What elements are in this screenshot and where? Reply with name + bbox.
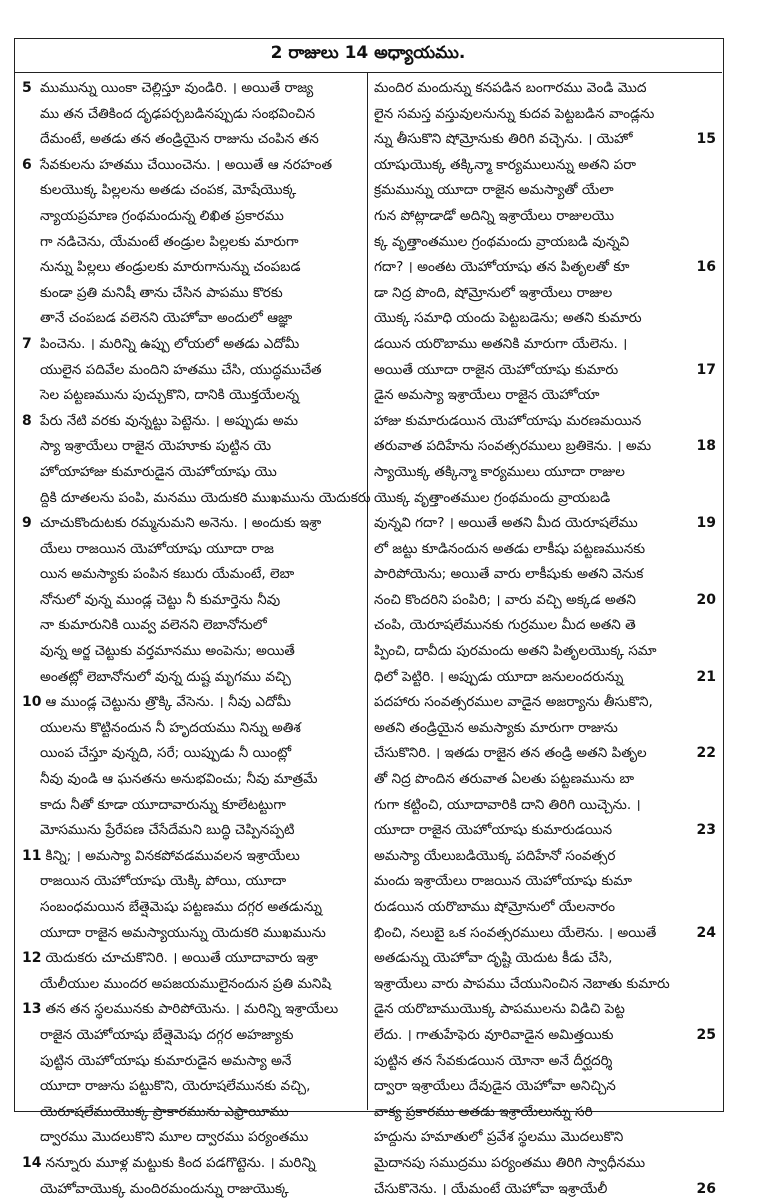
verse-number: 11 <box>22 847 42 864</box>
verse-number: 14 <box>22 1154 42 1171</box>
verse-text: భించి, నలుబై ఒక సంవత్సరములు యేలెను. । అయితే <box>374 924 657 941</box>
verse-number: 10 <box>22 694 42 711</box>
text-line <box>374 767 716 793</box>
verse-text: చేసుకొనిరి. । ఇతడు రాజైన తన తండ్రి అతని పితృల <box>374 745 647 762</box>
text-line <box>22 434 362 460</box>
verse-text: కిన్ని; । అమస్యా వినకపోవడమువలన ఇశ్రాయేలు <box>45 847 300 864</box>
verse-number: 22 <box>696 745 716 762</box>
verse-text: గదా? । అంతట యెహోయాషు తన పితృలతో కూ <box>374 259 630 276</box>
verse-text: వున్న అర్జ చెట్టుకు వర్తమానము అంపెను; అయితే <box>40 643 295 660</box>
text-line <box>374 921 716 947</box>
verse-text: యూదా రాజైన యెహోయాషు కుమారుడయిన <box>374 822 612 839</box>
verse-text: కుండా ప్రతి మనిషీ తాను చేసిన పాపము కొరకు <box>40 284 283 301</box>
verse-text: హద్దును హమాతులో ప్రవేశ స్థలము మొదలుకొని <box>374 1129 624 1146</box>
text-line <box>22 230 362 256</box>
verse-text: సంబంధమయిన బేత్షెమెషు పట్టణము దగ్గర అతడున్ను <box>40 899 322 915</box>
verse-text: యేలు రాజయిన యెహోయాషు యూదా రాజ <box>40 540 274 557</box>
text-line <box>374 690 716 716</box>
verse-text: ద్దికి దూతలను పంపి, మనము యెదుకరి ముఖమును యెదుకరు <box>40 489 371 506</box>
verse-number: 20 <box>696 591 716 608</box>
verse-text: యెహోవాయొక్క మందిరమందున్ను రాజుయొక్క <box>40 1180 289 1197</box>
verse-text: రుడయిన యరొబాము షోమ్రోనులో యేలనారం <box>374 899 616 915</box>
verse-text: సేవకులను హతము చేయించెను. । అయితే ఆ నరహంత <box>40 156 333 173</box>
text-line <box>22 818 362 844</box>
text-line <box>22 921 362 947</box>
left-column <box>22 76 371 1197</box>
verse-number: 15 <box>696 131 716 148</box>
verse-text: యేలీయుల ముందర అపజయములైనందున ప్రతి మనిషి <box>40 975 332 992</box>
verse-text: చేసుకొనెను. । యేమంటే యెహోవా ఇశ్రాయేలీ <box>374 1180 608 1197</box>
text-line <box>374 613 716 639</box>
text-line <box>22 153 362 179</box>
verse-text: పదహారు సంవత్సరముల వాడైన అజర్యాను తీసుకొని, <box>374 694 653 711</box>
text-line <box>374 1151 716 1177</box>
verse-text: అతడున్ను యెహోవా దృష్టి యెదుట కీడు చేసి, <box>374 950 613 967</box>
verse-text: కాదు నీతో కూడా యూదావారున్ను కూలేటట్టుగా <box>40 796 286 813</box>
text-line <box>374 972 716 998</box>
text-line <box>22 537 362 563</box>
text-line <box>22 178 362 204</box>
verse-text: యూదా రాజైన అమస్యాయున్ను యెదుకరి ముఖమును <box>40 924 326 941</box>
verse-text: తానే చంపబడ వలెనని యెహోవా అందులో ఆజ్ఞా <box>40 310 293 327</box>
text-line <box>374 1049 716 1075</box>
text-line <box>374 178 716 204</box>
verse-text: యులైన పదివేల మందిని హతము చేసి, యుద్ధముచేత <box>40 361 322 378</box>
text-line <box>374 255 716 281</box>
text-line <box>374 281 716 307</box>
verse-text: అతని తండ్రియైన అమస్యాకు మారుగా రాజును <box>374 719 618 736</box>
verse-text: పారిపోయెను; అయితే వారు లాకీషుకు అతని వెనుక <box>374 566 644 583</box>
text-line <box>374 844 716 870</box>
text-line <box>374 537 716 563</box>
text-line <box>22 1049 362 1075</box>
verse-number: 19 <box>696 515 716 532</box>
text-line <box>374 127 716 153</box>
verse-number: 26 <box>696 1180 716 1197</box>
verse-number: 16 <box>696 259 716 276</box>
text-line <box>22 895 362 921</box>
verse-text: పేరు నేటి వరకు వున్నట్టు పెట్టెను. । అప్పుడు అమ <box>40 412 298 429</box>
text-line <box>22 716 362 742</box>
text-line <box>22 1023 362 1049</box>
verse-text: న్యాయప్రమాణ గ్రంథమందున్న లిఖిత ప్రకారము <box>40 207 284 224</box>
verse-text: లైన సమస్త వస్తువులనున్ను కుదవ పెట్టబడిన వాండ్లను <box>374 105 655 122</box>
text-line <box>374 204 716 230</box>
verse-text: యిన అమస్యాకు పంపిన కబురు యేమంటే, లెబా <box>40 566 295 583</box>
verse-text: చంపి, యెరూషలేమునకు గుర్రముల మీద అతని తె <box>374 617 636 634</box>
text-line <box>374 869 716 895</box>
text-line <box>22 383 362 409</box>
verse-text: డయిన యరొబాము అతనికి మారుగా యేలెను. । <box>374 335 628 352</box>
verse-text: నోనులో వున్న ముండ్ల చెట్టు నీ కుమార్తెను నీవు <box>40 591 281 608</box>
text-line <box>22 844 362 870</box>
text-line <box>22 562 362 588</box>
verse-text: యూదా రాజును పట్టుకొని, యెరూషలేమునకు వచ్చి, <box>40 1078 311 1095</box>
verse-text: మందిర మందున్ను కనపడిన బంగారము వెండి మొద <box>374 80 647 96</box>
text-line <box>374 562 716 588</box>
text-line <box>22 511 362 537</box>
verse-text: సెల పట్టణమును పుచ్చుకొని, దానికి యొక్తయేలన్న <box>40 387 300 404</box>
verse-text: వున్నవి గదా? । అయితే అతని మీద యెరూషలేము <box>374 515 638 532</box>
text-line <box>374 639 716 665</box>
verse-text: హాజు కుమారుడయిన యెహోయాషు మరణమయిన <box>374 412 642 429</box>
verse-text: న్ను తీసుకొని షోమ్రోనుకు తిరిగి వచ్చెను. । యెహో <box>374 131 633 148</box>
verse-text: రాజైన యెహోయాషు బేత్షెమెషు దగ్గర అహజ్యాకు <box>40 1026 294 1043</box>
verse-text: యొక్క వృత్తాంతముల గ్రంథమందు వ్రాయబడి <box>374 489 611 506</box>
verse-text: అమస్యా యేలుబడియొక్క పదిహేనో సంవత్సర <box>374 847 616 864</box>
text-line <box>374 460 716 486</box>
verse-text: ఇశ్రాయేలు వారు పాపము చేయునించిన నెబాతు కుమారు <box>374 975 670 992</box>
text-line <box>374 486 716 512</box>
chapter-title <box>14 38 722 73</box>
verse-text: నీవు వుండి ఆ ఘనతను అనుభవించు; నీవు మాత్రమే <box>40 771 318 788</box>
text-line <box>374 358 716 384</box>
verse-text: నా కుమారునికి యివ్వ వలెనని లెబానోనులో <box>40 617 267 634</box>
text-line <box>22 972 362 998</box>
verse-number: 18 <box>696 438 716 455</box>
text-line <box>374 511 716 537</box>
text-line <box>374 1177 716 1202</box>
verse-text: దేమంటే, అతడు తన తండ్రియైన రాజును చంపిన తన <box>40 131 319 148</box>
text-line <box>22 306 362 332</box>
text-line <box>22 1100 362 1126</box>
verse-text: గా నడిచెను, యేమంటే తండ్రుల పిల్లలకు మారుగా <box>40 233 299 250</box>
verse-text: తరువాత పదిహేను సంవత్సరములు బ్రతికెను. । అమ <box>374 438 652 455</box>
text-line <box>22 946 362 972</box>
verse-text: యెదుకరు చూచుకొనిరి. । అయితే యూదావారు ఇశ్రా <box>45 950 318 967</box>
verse-text: కులయొక్క పిల్లలను అతడు చంపక, మోషేయొక్క <box>40 182 297 199</box>
text-line <box>374 997 716 1023</box>
verse-number: 23 <box>696 822 716 839</box>
verse-text: యులను కొట్టినందున నీ హృదయము నిన్ను అతిశ <box>40 719 301 736</box>
verse-text: డైన యరొబాముయొక్క పాపములను విడిచి పెట్ట <box>374 1001 625 1018</box>
text-line <box>374 332 716 358</box>
text-line <box>374 793 716 819</box>
verse-text: ద్వారము మొదలుకొని మూల ద్వారము పర్యంతము <box>40 1129 309 1146</box>
text-line <box>22 102 362 128</box>
verse-text: యెరూషలేముయొక్క ప్రాకారమును ఎఫ్రాయీము <box>40 1103 289 1120</box>
verse-text: ఆ ముండ్ల చెట్టును త్రొక్కి వేసెను. । నీవు ఎదోమీ <box>45 694 291 711</box>
verse-number: 5 <box>22 80 32 96</box>
verse-number: 12 <box>22 950 42 967</box>
text-line <box>22 281 362 307</box>
verse-number: 8 <box>22 412 32 429</box>
text-line <box>374 434 716 460</box>
text-line <box>22 665 362 691</box>
verse-text: తో నిద్ర పొందిన తరువాత ఏలతు పట్టణమును బా <box>374 771 635 788</box>
verse-text: క్క వృత్తాంతముల గ్రంథమందు వ్రాయబడి వున్నవి <box>374 233 630 250</box>
text-line <box>22 613 362 639</box>
text-line <box>22 997 362 1023</box>
text-line <box>374 102 716 128</box>
text-line <box>22 869 362 895</box>
text-line <box>374 1100 716 1126</box>
verse-text: రాజయిన యెహోయాషు యెక్కి పోయి, యూదా <box>40 873 287 890</box>
verse-text: గుగా కట్టించి, యూదావారికి దాని తిరిగి యిచ్చెను. । <box>374 796 641 813</box>
text-line <box>374 588 716 614</box>
verse-text: పుట్టిన తన సేవకుడయిన యోనా అనే దీర్ఘదర్శి <box>374 1052 613 1069</box>
text-line <box>374 716 716 742</box>
text-line <box>22 127 362 153</box>
verse-number: 17 <box>696 361 716 378</box>
text-line <box>374 306 716 332</box>
text-line <box>374 153 716 179</box>
verse-text: అంతట్లో లెబానోనులో వున్న దుష్ట మృగము వచ్చి <box>40 668 291 685</box>
column-divider <box>367 73 368 1110</box>
verse-text: డైన అమస్యా ఇశ్రాయేలు రాజైన యెహోయా <box>374 387 600 404</box>
right-column <box>374 76 716 1197</box>
text-line <box>374 818 716 844</box>
text-line <box>22 358 362 384</box>
text-line <box>374 946 716 972</box>
verse-number: 9 <box>22 515 32 532</box>
verse-number: 25 <box>696 1026 716 1043</box>
verse-text: వాక్య ప్రకారము అతడు ఇశ్రాయేలున్ను సరి <box>374 1103 593 1120</box>
text-line <box>374 76 716 102</box>
verse-text: చూచుకొందుటకు రమ్మనుమని అనెను. । అందుకు ఇశ్రా <box>40 515 322 532</box>
verse-text: మందు ఇశ్రాయేలు రాజయిన యెహోయాషు కుమా <box>374 873 633 890</box>
text-line <box>374 1125 716 1151</box>
text-line <box>374 1074 716 1100</box>
verse-text: యాషుయొక్క తక్కిన్మా కార్యములున్ను అతని పరా <box>374 156 637 173</box>
text-line <box>374 741 716 767</box>
verse-text: గున పోట్లాడాడో అదిన్ని ఇశ్రాయేలు రాజులయొ <box>374 207 615 224</box>
verse-text: నున్ను పిల్లలు తండ్రులకు మారుగానున్ను చంపబడ <box>40 259 301 276</box>
verse-text: పుట్టిన యెహోయాషు కుమారుడైన అమస్యా అనే <box>40 1052 292 1069</box>
text-line <box>22 204 362 230</box>
verse-text: మైదానపు సముద్రము పర్యంతము తిరిగి స్వాధీనము <box>374 1154 646 1171</box>
verse-text: ద్వారా ఇశ్రాయేలు దేవుడైన యెహోవా అనిచ్చిన <box>374 1078 616 1095</box>
text-line <box>374 1023 716 1049</box>
text-line <box>22 1125 362 1151</box>
verse-text: లేదు. । గాతుహేఫెరు వూరివాడైన అమిత్తయికు <box>374 1026 614 1043</box>
text-line <box>22 793 362 819</box>
verse-text: తన తన స్థలమునకు పారిపోయెను. । మరిన్ని ఇశ్రాయేలు <box>45 1001 339 1018</box>
text-line <box>22 741 362 767</box>
verse-text: యింప చేస్తూ వున్నది, సరే; యిప్పుడు నీ యింట్లో <box>40 745 292 762</box>
verse-text: ధిలో పెట్టిరి. । అప్పుడు యూదా జనులందరున్ను <box>374 668 624 685</box>
verse-text: ము తన చేతికింద దృఢపర్చబడినప్పుడు సంభవించిన <box>40 105 316 122</box>
text-line <box>22 460 362 486</box>
verse-text: నన్నూరు మూళ్ల మట్టుకు కింద పడగొట్టెను. । మరిన్ని <box>45 1154 316 1171</box>
verse-text: మోసమును ప్రేరేపణ చేసేదేమని బుద్ధి చెప్పినప్పటి <box>40 822 295 839</box>
verse-text: హోయాహాజు కుమారుడైన యెహోయాషు యొ <box>40 463 277 480</box>
text-line <box>374 895 716 921</box>
text-line <box>374 409 716 435</box>
text-line <box>22 588 362 614</box>
verse-text: నంచి కొందరిని పంపిరి; । వారు వచ్చి అక్కడ అతని <box>374 591 636 608</box>
text-line <box>22 409 362 435</box>
verse-text: పించెను. । మరిన్ని ఉప్పు లోయలో అతడు ఎదోమీ <box>40 335 300 352</box>
verse-text: డా నిద్ర పొంది, షోమ్రోనులో ఇశ్రాయేలు రాజుల <box>374 284 613 301</box>
chapter-title-text: 2 రాజులు 14 అధ్యాయము. <box>270 43 466 63</box>
verse-text: లో జట్టు కూడినందున అతడు లాకీషు పట్టణమునకు <box>374 540 646 557</box>
verse-number: 6 <box>22 156 32 173</box>
text-line <box>22 639 362 665</box>
text-line <box>374 230 716 256</box>
text-line <box>22 486 371 512</box>
verse-text: స్యాయొక్క తక్కిన్మా కార్యములు యూదా రాజుల <box>374 463 625 480</box>
verse-text: ప్పించి, దావీదు పురమందు అతని పితృలయొక్క సమా <box>374 643 657 660</box>
text-line <box>22 255 362 281</box>
text-line <box>22 767 362 793</box>
verse-number: 7 <box>22 335 32 352</box>
text-line <box>22 76 362 102</box>
text-line <box>374 383 716 409</box>
text-line <box>374 665 716 691</box>
text-line <box>22 1177 362 1202</box>
verse-text: అయితే యూదా రాజైన యెహోయాషు కుమారు <box>374 361 619 378</box>
verse-text: యొక్క సమాధి యందు పెట్టబడెను; అతని కుమారు <box>374 310 642 327</box>
verse-number: 13 <box>22 1001 42 1018</box>
text-line <box>22 1074 362 1100</box>
verse-text: క్రమమున్ను యూదా రాజైన అమస్యాతో యేలా <box>374 182 614 199</box>
text-line <box>22 332 362 358</box>
verse-text: ముమున్ను యింకా చెల్లిస్తూ వుండిరి. । అయితే రాజ్య <box>40 80 314 96</box>
text-line <box>22 690 362 716</box>
verse-number: 21 <box>696 668 716 685</box>
verse-text: స్యా ఇశ్రాయేలు రాజైన యెహూకు పుట్టిన యె <box>40 438 272 455</box>
verse-number: 24 <box>696 924 716 941</box>
text-line <box>22 1151 362 1177</box>
